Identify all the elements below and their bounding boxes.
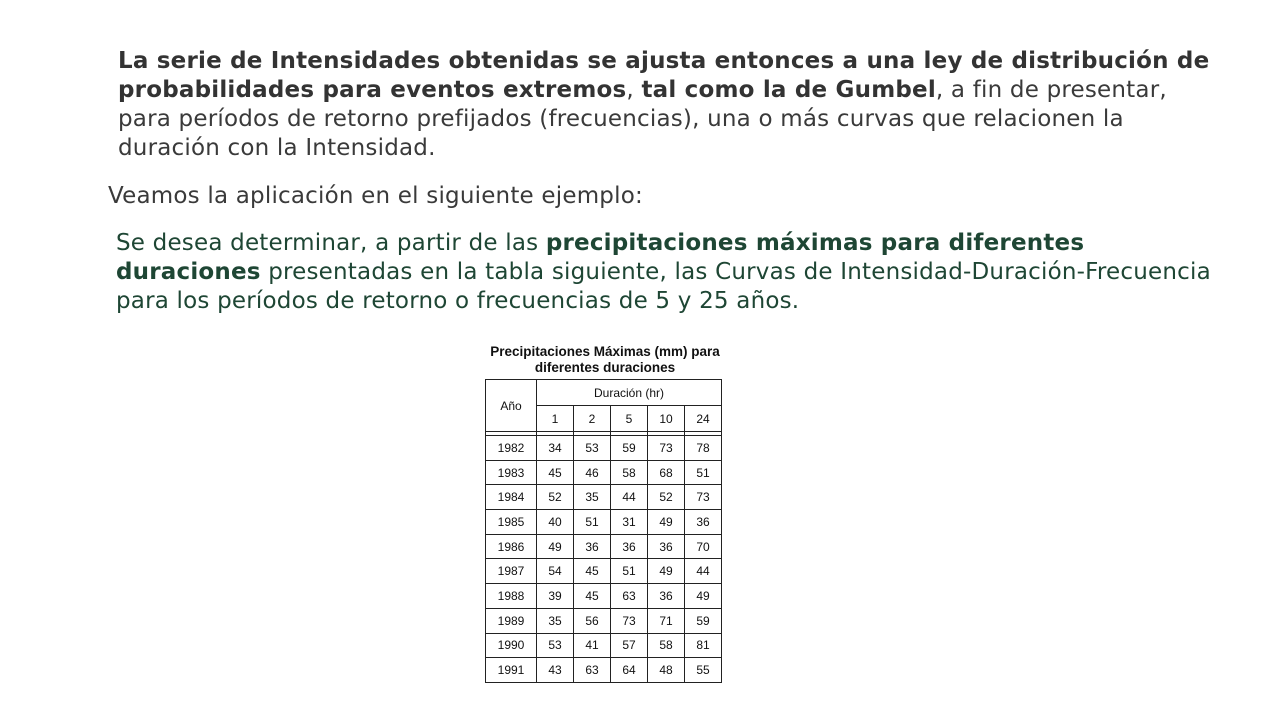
table-title-line1: Precipitaciones Máximas (mm) para [490, 344, 720, 359]
value-cell: 40 [537, 510, 574, 535]
value-cell: 45 [574, 559, 611, 584]
value-cell: 59 [685, 608, 722, 633]
value-cell: 71 [648, 608, 685, 633]
duration-header: Duración (hr) [537, 380, 722, 406]
table-title-line2: diferentes duraciones [534, 360, 676, 375]
value-cell: 51 [685, 460, 722, 485]
value-cell: 73 [648, 436, 685, 461]
table-row [486, 633, 722, 658]
value-cell: 43 [537, 658, 574, 683]
year-cell: 1988 [486, 584, 537, 609]
bold-distribution-text: La serie de Intensidades obtenidas se ajusta entonces a una ley de distribución de probabilidades para eventos extremos [118, 48, 1210, 103]
intro-paragraph [118, 47, 1218, 163]
value-cell: 49 [685, 584, 722, 609]
value-cell: 70 [685, 534, 722, 559]
duration-header-cell: 5 [611, 406, 648, 432]
value-cell: 51 [574, 510, 611, 535]
value-cell: 68 [648, 460, 685, 485]
value-cell: 52 [648, 485, 685, 510]
value-cell: 64 [611, 658, 648, 683]
value-cell: 36 [574, 534, 611, 559]
example-lead-paragraph: Veamos la aplicación en el siguiente ejemplo: [108, 183, 643, 209]
precipitation-table-figure [470, 344, 740, 678]
year-header: Año [486, 380, 537, 432]
year-cell: 1983 [486, 460, 537, 485]
year-cell: 1990 [486, 633, 537, 658]
year-cell: 1984 [486, 485, 537, 510]
value-cell: 54 [537, 559, 574, 584]
value-cell: 78 [685, 436, 722, 461]
value-cell: 44 [685, 559, 722, 584]
year-cell: 1989 [486, 608, 537, 633]
duration-header-cell: 24 [685, 406, 722, 432]
value-cell: 63 [611, 584, 648, 609]
table-row [486, 559, 722, 584]
duration-header-cell: 10 [648, 406, 685, 432]
value-cell: 53 [537, 633, 574, 658]
value-cell: 58 [648, 633, 685, 658]
table-row [486, 608, 722, 633]
table-row [486, 658, 722, 683]
value-cell: 52 [537, 485, 574, 510]
value-cell: 57 [611, 633, 648, 658]
precipitation-table [485, 379, 722, 683]
year-cell: 1991 [486, 658, 537, 683]
table-row [486, 534, 722, 559]
value-cell: 49 [648, 559, 685, 584]
year-cell: 1986 [486, 534, 537, 559]
table-row [486, 460, 722, 485]
value-cell: 36 [611, 534, 648, 559]
value-cell: 48 [648, 658, 685, 683]
value-cell: 73 [611, 608, 648, 633]
value-cell: 49 [648, 510, 685, 535]
bold-precip-text: precipitaciones máximas para diferentes duraciones [116, 230, 1085, 285]
table-row [486, 485, 722, 510]
year-cell: 1985 [486, 510, 537, 535]
bold-gumbel-text: tal como la de Gumbel [641, 77, 936, 103]
table-row [486, 436, 722, 461]
value-cell: 55 [685, 658, 722, 683]
value-cell: 45 [537, 460, 574, 485]
value-cell: 73 [685, 485, 722, 510]
value-cell: 36 [648, 534, 685, 559]
separator-text: , [626, 77, 642, 103]
value-cell: 41 [574, 633, 611, 658]
value-cell: 36 [685, 510, 722, 535]
year-cell: 1982 [486, 436, 537, 461]
value-cell: 31 [611, 510, 648, 535]
problem-intro-text: Se desea determinar, a partir de las [116, 230, 546, 256]
value-cell: 51 [611, 559, 648, 584]
value-cell: 63 [574, 658, 611, 683]
value-cell: 49 [537, 534, 574, 559]
intro-rest-text: , a fin de presentar, para períodos de retorno prefijados (frecuencias), una o más curvas que relacionen la duración con la Intensidad. [118, 77, 1167, 161]
value-cell: 35 [574, 485, 611, 510]
value-cell: 35 [537, 608, 574, 633]
table-row [486, 584, 722, 609]
value-cell: 59 [611, 436, 648, 461]
problem-rest-text: presentadas en la tabla siguiente, las Curvas de Intensidad-Duración-Frecuencia para los períodos de retorno o frecuencias de 5 y 25 años. [116, 259, 1211, 314]
value-cell: 53 [574, 436, 611, 461]
table-row [486, 510, 722, 535]
value-cell: 46 [574, 460, 611, 485]
duration-header-cell: 2 [574, 406, 611, 432]
value-cell: 58 [611, 460, 648, 485]
value-cell: 34 [537, 436, 574, 461]
value-cell: 45 [574, 584, 611, 609]
value-cell: 39 [537, 584, 574, 609]
problem-paragraph [116, 229, 1216, 316]
duration-header-cell: 1 [537, 406, 574, 432]
year-cell: 1987 [486, 559, 537, 584]
value-cell: 44 [611, 485, 648, 510]
value-cell: 56 [574, 608, 611, 633]
table-title [470, 344, 740, 376]
value-cell: 81 [685, 633, 722, 658]
value-cell: 36 [648, 584, 685, 609]
